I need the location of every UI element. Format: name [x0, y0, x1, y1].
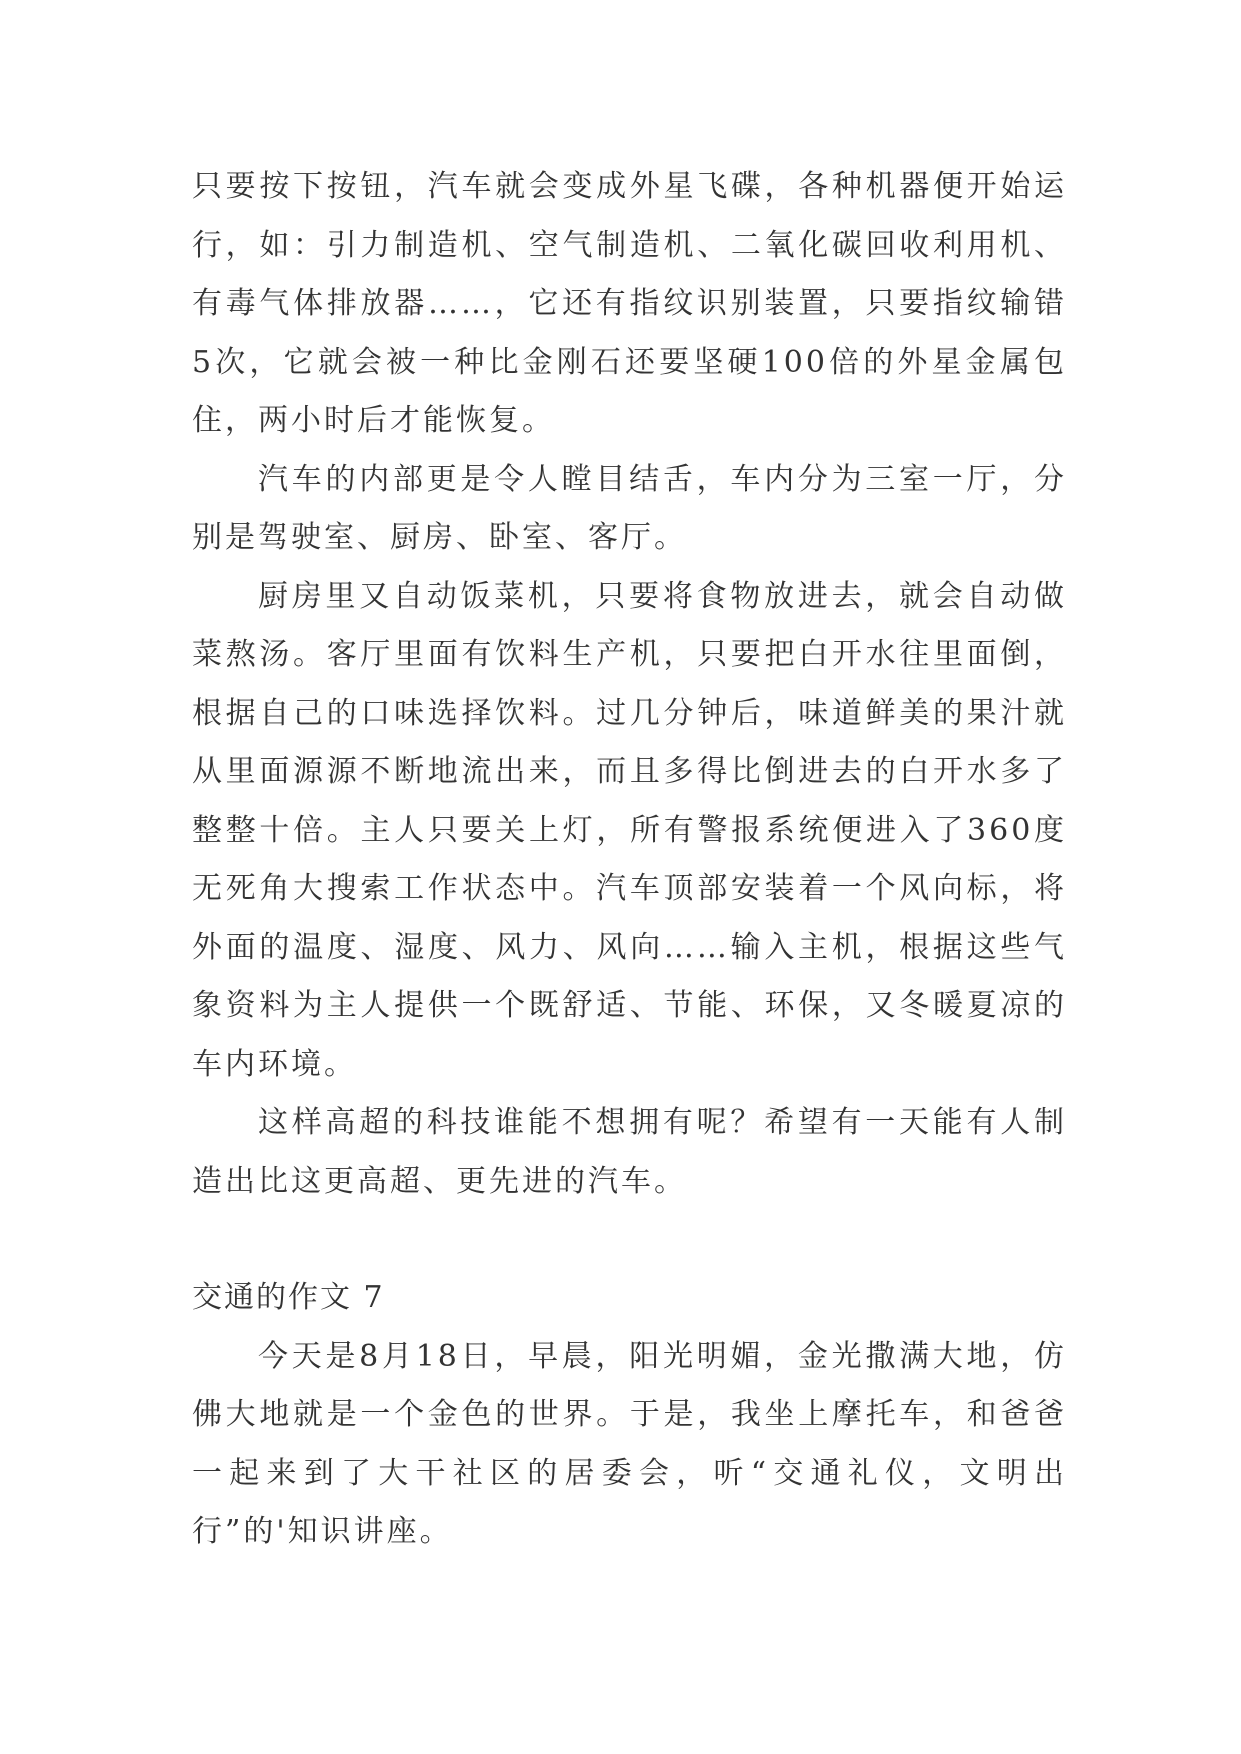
paragraph-kitchen-living-room: 厨房里又自动饭菜机，只要将食物放进去，就会自动做菜熬汤。客厅里面有饮料生产机，只要把白开水往里面倒，根据自己的口味选择饮料。过几分钟后，味道鲜美的果汁就从里面源源不断地流出来，而且多得比倒进去的白开水多了整整十倍。主人只要关上灯，所有警报系统便进入了360度无死角大搜索工作状态中。汽车顶部安装着一个风向标，将外面的温度、湿度、风力、风向……输入主机，根据这些气象资料为主人提供一个既舒适、节能、环保，又冬暖夏凉的车内环境。: [192, 578, 1067, 1082]
section-title: 交通的作文 7: [192, 1280, 385, 1315]
paragraph-conclusion: 这样高超的科技谁能不想拥有呢？希望有一天能有人制造出比这更高超、更先进的汽车。: [192, 1105, 1067, 1199]
paragraph-lecture-intro: 今天是8月18日，早晨，阳光明媚，金光撒满大地，仿佛大地就是一个金色的世界。于是，我坐上摩托车，和爸爸一起来到了大干社区的居委会，听“交通礼仪，文明出行”的'知识讲座。: [192, 1338, 1067, 1549]
paragraph-car-interior: 汽车的内部更是令人瞠目结舌，车内分为三室一厅，分别是驾驶室、厨房、卧室、客厅。: [192, 461, 1067, 555]
document-body: [192, 158, 1067, 1562]
paragraph-flying-saucer: 只要按下按钮，汽车就会变成外星飞碟，各种机器便开始运行，如：引力制造机、空气制造机、二氧化碳回收利用机、有毒气体排放器……，它还有指纹识别装置，只要指纹输错5次，它就会被一种比金刚石还要坚硬100倍的外星金属包住，两小时后才能恢复。: [192, 169, 1067, 438]
section-spacer: [192, 1211, 1067, 1269]
